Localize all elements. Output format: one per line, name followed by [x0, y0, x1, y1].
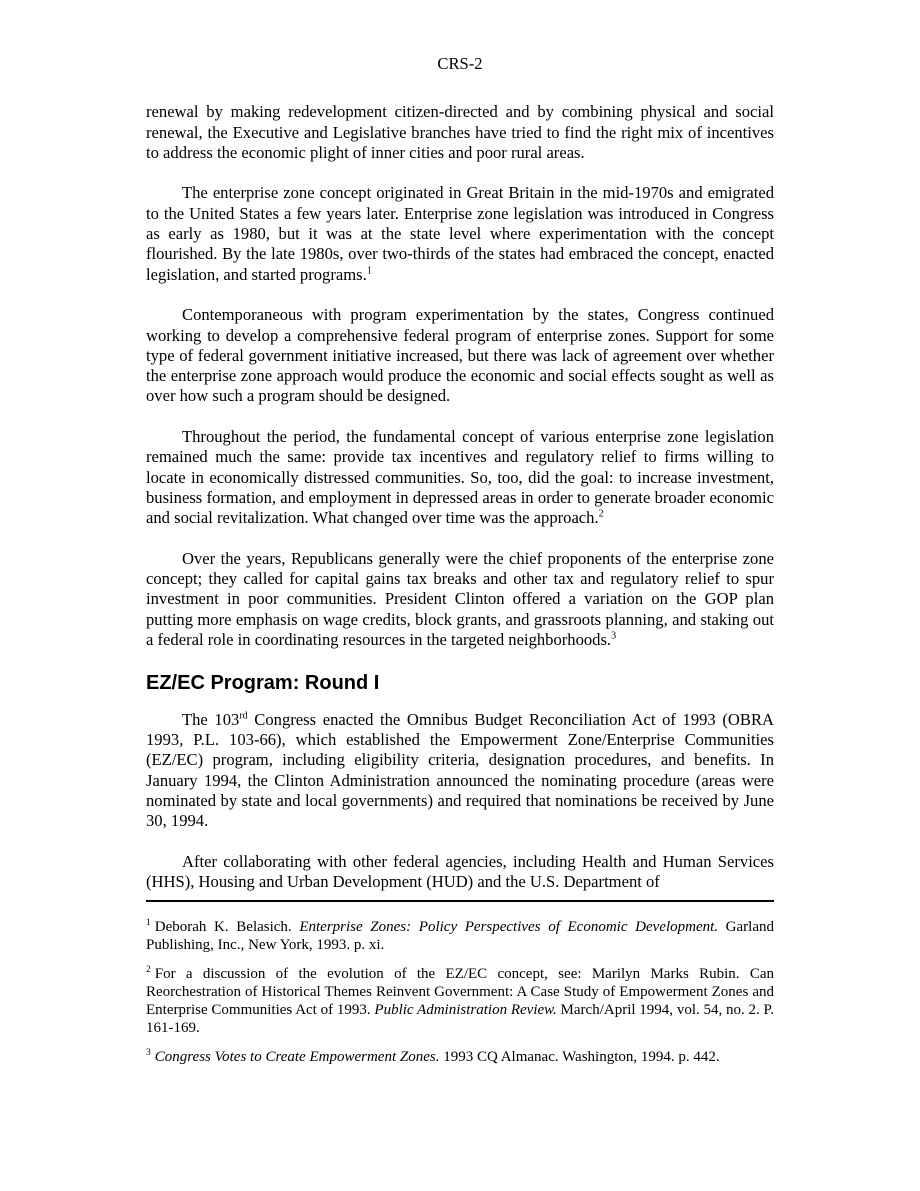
footnote-mark: 3 [146, 1048, 151, 1059]
footnote-title: Enterprise Zones: Policy Perspectives of Economic Development. [299, 919, 719, 936]
body-paragraph: After collaborating with other federal agencies, including Health and Human Services (HHS), Housing and Urban Development (HUD) and the U.S. Department of [146, 851, 774, 891]
footnote-title: Public Administration Review. [374, 1002, 557, 1019]
body-paragraph: The enterprise zone concept originated in Great Britain in the mid-1970s and emigrated to the United States a few years later. Enterprise zone legislation was introduced in Congress as early as 1980, but it was at the state level where experimentation with the concept flourished. By the late 1980s, over two-thirds of the states had embraced the concept, enacted legislation, and started programs.$^1$ [146, 183, 774, 284]
page-number: CRS-2 [437, 54, 483, 73]
body-paragraph: Over the years, Republicans generally were the chief proponents of the enterprise zone concept; they called for capital gains tax breaks and other tax and regulatory relief to spur investment in poor communities. President Clinton offered a variation on the GOP plan putting more emphasis on wage credits, block grants, and grassroots planning, and staking out a federal role in coordinating resources in the targeted neighborhoods.$^3$ [146, 548, 774, 650]
body-paragraph: Throughout the period, the fundamental concept of various enterprise zone legislation remained much the same: provide tax incentives and regulatory relief to firms willing to locate in economically distressed communities. So, too, did the goal: to increase investment, business formation, and employment in depressed areas in order to generate broader economic and social revitalization. What changed over time was the approach.$^2$ [146, 427, 774, 528]
footnote-reference[interactable]: 2 [598, 508, 604, 520]
section-heading: EZ/EC Program: Round I [146, 671, 380, 694]
footnote-mark: 1 [146, 918, 151, 929]
footnote: $^2$ For a discussion of the evolution of the EZ/EC concept, see: Marilyn Marks Rubin. Can Reorchestration of Historical Themes Reinvent Government: A Case Study of Empowerment Zones and Enterprise Communities Act of 1993. Public Administration Review. March/April 1994, vol. 54, no. 2. P. 161-169. [146, 965, 774, 1037]
body-paragraph: Contemporaneous with program experimentation by the states, Congress continued working to develop a comprehensive federal program of enterprise zones. Support for some type of federal government initiative increased, but there was lack of agreement over whether the enterprise zone approach would produce the economic and social effects sought as well as over how such a program should be designed. [146, 305, 774, 406]
footnote: $^1$ Deborah K. Belasich. Enterprise Zones: Policy Perspectives of Economic Development. Garland Publishing, Inc., New York, 1993. p. xi. [146, 918, 774, 954]
footnote: $^3$ Congress Votes to Create Empowerment Zones. 1993 CQ Almanac. Washington, 1994. p. 442. [146, 1048, 720, 1066]
document-page [146, 54, 774, 1077]
footnote-mark: 2 [146, 965, 151, 976]
footnote-separator [146, 900, 774, 902]
ordinal-suffix: rd [239, 710, 248, 722]
body-paragraph: The 103rd Congress enacted the Omnibus Budget Reconciliation Act of 1993 (OBRA 1993, P.L. 103-66), which established the Empowerment Zone/Enterprise Communities (EZ/EC) program, including eligibility criteria, designation procedures, and benefits. In January 1994, the Clinton Administration announced the nominating procedure (areas were nominated by state and local governments) and required that nominations be received by June 30, 1994. [146, 709, 774, 831]
footnote-title: Congress Votes to Create Empowerment Zones. [154, 1049, 440, 1066]
body-paragraph: renewal by making redevelopment citizen-directed and by combining physical and social renewal, the Executive and Legislative branches have tried to find the right mix of incentives to address the economic plight of inner cities and poor rural areas. [146, 102, 774, 162]
footnote-reference[interactable]: 3 [611, 630, 617, 642]
footnote-reference[interactable]: 1 [366, 265, 372, 277]
